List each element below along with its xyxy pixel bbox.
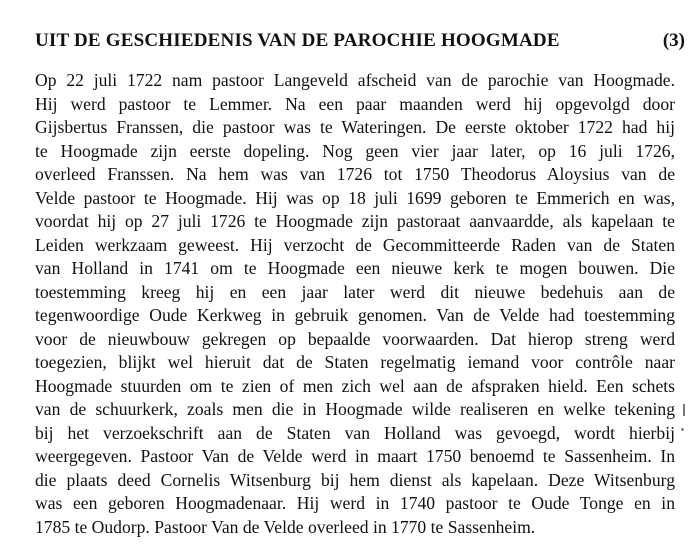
text-line: overleed Franssen. Na hem was van 1726 tot 1750 Theodorus Aloysius van de — [35, 164, 675, 184]
text-line: voor de nieuwbouw gekregen op bepaalde voorwaarden. Dat hierop streng werd — [35, 328, 675, 349]
text-line: was een geboren Hoogmadenaar. Hij werd in 1740 pastoor te Oude Tonge en in — [35, 493, 675, 513]
text-line: voordat hij op 27 juli 1726 te Hoogmade zijn pastoraat aanvaardde, als kapelaan te — [35, 211, 675, 231]
page-title: UIT DE GESCHIEDENIS VAN DE PAROCHIE HOOGMADE — [35, 30, 560, 51]
text-line: Hoogmade stuurden om te zien of men zich wel aan de afspraken hield. Een schets — [35, 375, 675, 396]
text-line: bij het verzoekschrift aan de Staten van Holland was gevoegd, wordt hierbij — [35, 422, 675, 443]
scan-margin-mark — [683, 404, 685, 416]
text-line: Leiden werkzaam geweest. Hij verzocht de Gecommitteerde Raden van de Staten — [35, 234, 675, 255]
text-line: weergegeven. Pastoor Van de Velde werd in maart 1750 benoemd te Sassenheim. In — [35, 446, 675, 466]
part-number: (3) — [662, 30, 685, 51]
text-line: Gijsbertus Franssen, die pastoor was te Wateringen. De eerste oktober 1722 had hij — [35, 117, 675, 137]
header — [35, 30, 685, 58]
text-line: 1785 te Oudorp. Pastoor Van de Velde overleed in 1770 te Sassenheim. — [35, 516, 536, 537]
text-line: tegenwoordige Oude Kerkweg in gebruik genomen. Van de Velde had toestemming — [35, 305, 675, 325]
text-line: van de schuurkerk, zoals men die in Hoogmade wilde realiseren en welke tekening — [35, 399, 675, 419]
text-line: toegezien, blijkt wel hieruit dat de Staten regelmatig iemand voor contrôle naar — [35, 352, 675, 372]
text-line: te Hoogmade zijn eerste dopeling. Nog geen vier jaar later, op 16 juli 1726, — [35, 140, 675, 161]
article-body — [35, 69, 675, 539]
text-line: van Holland in 1741 om te Hoogmade een nieuwe kerk te mogen bouwen. Die — [35, 258, 675, 278]
text-line: Op 22 juli 1722 nam pastoor Langeveld afscheid van de parochie van Hoogmade. — [35, 70, 675, 90]
text-line: toestemming kreeg hij en een jaar later werd dit nieuwe bedehuis aan de — [35, 281, 675, 302]
text-line: die plaats deed Cornelis Witsenburg bij hem dienst als kapelaan. Deze Witsenburg — [35, 469, 675, 490]
scan-margin-dot — [681, 428, 684, 431]
text-line: Velde pastoor te Hoogmade. Hij was op 18 juli 1699 geboren te Emmerich en was, — [35, 187, 675, 208]
text-line: Hij werd pastoor te Lemmer. Na een paar maanden werd hij opgevolgd door — [35, 93, 675, 114]
